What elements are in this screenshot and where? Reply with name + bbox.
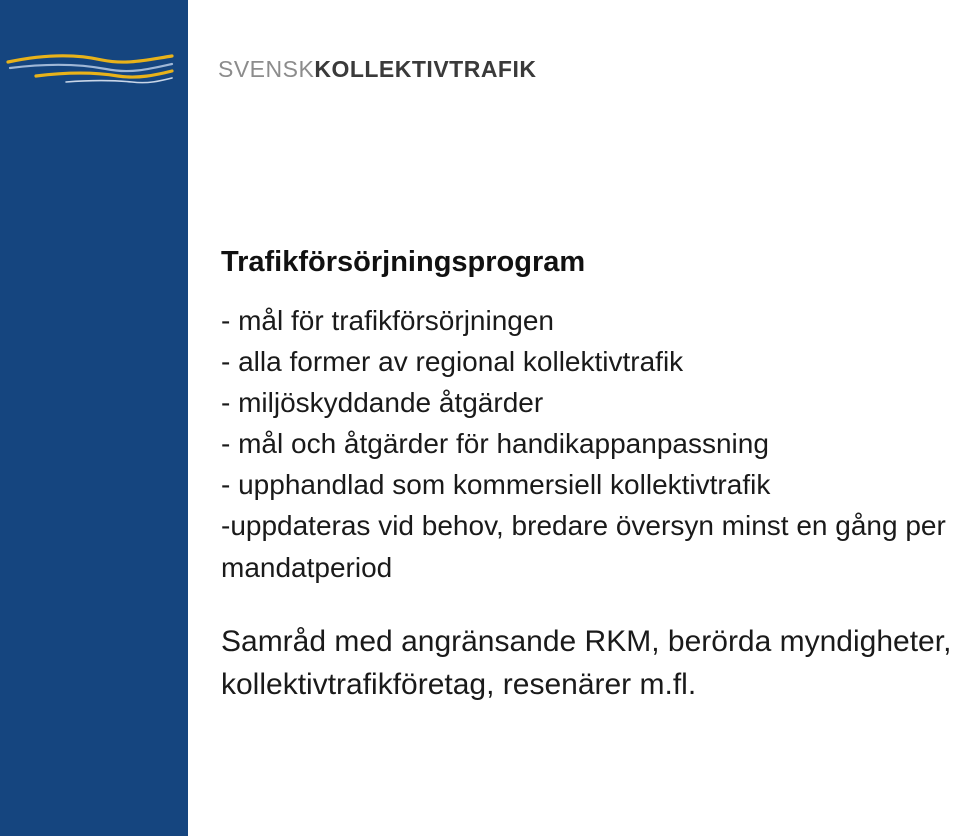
wave-swoosh-icon — [6, 50, 174, 90]
bullet-item: - miljöskyddande åtgärder — [221, 387, 544, 418]
brand-wordmark-light: SVENSK — [218, 56, 315, 82]
bullet-item: -uppdateras vid behov, bredare översyn minst en gång per mandatperiod — [221, 510, 946, 583]
bullet-list — [221, 300, 960, 589]
side-band — [0, 0, 188, 836]
bullet-item: - mål för trafikförsörjningen — [221, 305, 555, 336]
bullet-item: - upphandlad som kommersiell kollektivtrafik — [221, 469, 771, 500]
brand-wordmark-dark: KOLLEKTIVTRAFIK — [314, 56, 537, 82]
bullet-item: - mål och åtgärder för handikappanpassning — [221, 428, 769, 459]
slide-heading: Trafikförsörjningsprogram — [221, 246, 586, 278]
brand-wordmark — [218, 55, 536, 83]
closing-paragraph: Samråd med angränsande RKM, berörda myndigheter, kollektivtrafikföretag, resenärer m.fl. — [221, 625, 952, 701]
bullet-item: - alla former av regional kollektivtrafik — [221, 346, 684, 377]
